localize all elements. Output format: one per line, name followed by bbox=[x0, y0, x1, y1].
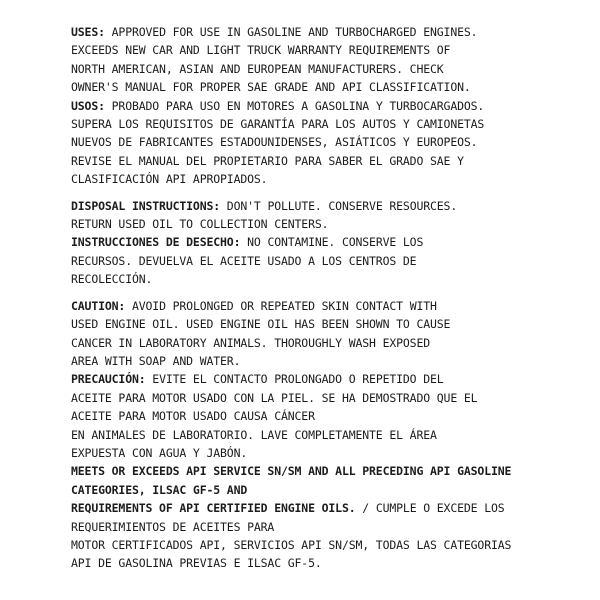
disposal-section-es bbox=[71, 233, 541, 288]
disposal-es-line-2: RECURSOS. DEVUELVA EL ACEITE USADO A LOS CENTROS DE bbox=[71, 253, 417, 268]
disposal-en-heading: DISPOSAL INSTRUCTIONS: bbox=[71, 198, 221, 213]
disposal-es-line-1 bbox=[71, 233, 541, 251]
disposal-en-line-2: RETURN USED OIL TO COLLECTION CENTERS. bbox=[71, 217, 329, 232]
standards-line-2: MOTOR CERTIFICADOS API, SERVICIOS API SN/SM, TODAS LAS CATEGORIAS bbox=[71, 537, 512, 552]
standards-line-3: API DE GASOLINA PREVIAS E ILSAC GF-5. bbox=[71, 556, 322, 571]
uses-es-text-1: PROBADO PARA USO EN MOTORES A GASOLINA Y TURBOCARGADOS. bbox=[104, 98, 485, 113]
standards-line-1: REQUERIMIENTOS DE ACEITES PARA bbox=[71, 519, 275, 534]
caution-section-en bbox=[71, 297, 541, 371]
uses-es-line-5: CLASIFICACIÓN API APROPIADOS. bbox=[71, 172, 268, 187]
uses-en-line-4: OWNER'S MANUAL FOR PROPER SAE GRADE AND API CLASSIFICATION. bbox=[71, 80, 471, 95]
disposal-es-heading: INSTRUCCIONES DE DESECHO: bbox=[71, 235, 241, 250]
uses-section-en bbox=[71, 23, 541, 97]
standards-mixed-line bbox=[71, 499, 541, 517]
uses-es-line-1 bbox=[71, 97, 541, 115]
disposal-es-line-3: RECOLECCIÓN. bbox=[71, 272, 153, 287]
disposal-es-text-1: NO CONTAMINE. CONSERVE LOS bbox=[240, 235, 424, 250]
caution-en-line-1 bbox=[71, 297, 541, 315]
uses-en-text-1: APPROVED FOR USE IN GASOLINE AND TURBOCHARGED ENGINES. bbox=[104, 25, 478, 39]
uses-es-line-4: REVISE EL MANUAL DEL PROPIETARIO PARA SABER EL GRADO SAE Y bbox=[71, 153, 464, 168]
disposal-section-en bbox=[71, 197, 541, 234]
standards-bold-line-1: MEETS OR EXCEEDS API SERVICE SN/SM AND ALL PRECEDING API GASOLINE bbox=[71, 464, 512, 479]
caution-en-text-1: AVOID PROLONGED OR REPEATED SKIN CONTACT WITH bbox=[125, 298, 437, 313]
caution-es-line-5: EXPUESTA CON AGUA Y JABÓN. bbox=[71, 445, 248, 460]
caution-es-line-1 bbox=[71, 370, 541, 388]
caution-es-text-1: EVITE EL CONTACTO PROLONGADO O REPETIDO DEL bbox=[145, 372, 444, 387]
caution-en-line-4: AREA WITH SOAP AND WATER. bbox=[71, 353, 241, 368]
uses-es-heading: USOS: bbox=[71, 98, 105, 113]
caution-es-line-2: ACEITE PARA MOTOR USADO CON LA PIEL. SE HA DEMOSTRADO QUE EL bbox=[71, 390, 478, 405]
caution-es-line-3: ACEITE PARA MOTOR USADO CAUSA CÁNCER bbox=[71, 409, 315, 424]
caution-section-es bbox=[71, 370, 541, 462]
disposal-en-line-1 bbox=[71, 197, 541, 215]
standards-section bbox=[71, 462, 541, 572]
uses-en-heading: USES: bbox=[71, 25, 105, 39]
uses-en-line-3: NORTH AMERICAN, ASIAN AND EUROPEAN MANUFACTURERS. CHECK bbox=[71, 61, 444, 76]
uses-es-line-2: SUPERA LOS REQUISITOS DE GARANTÍA PARA LOS AUTOS Y CAMIONETAS bbox=[71, 117, 485, 132]
caution-en-line-2: USED ENGINE OIL. USED ENGINE OIL HAS BEEN SHOWN TO CAUSE bbox=[71, 317, 451, 332]
standards-mixed-bold: REQUIREMENTS OF API CERTIFIED ENGINE OILS. bbox=[71, 501, 356, 516]
caution-en-line-3: CANCER IN LABORATORY ANIMALS. THOROUGHLY WASH EXPOSED bbox=[71, 335, 431, 350]
standards-mixed-rest: / CUMPLE O EXCEDE LOS bbox=[355, 501, 505, 516]
caution-es-heading: PRECAUCIÓN: bbox=[71, 372, 146, 387]
caution-es-line-4: EN ANIMALES DE LABORATORIO. LAVE COMPLETAMENTE EL ÁREA bbox=[71, 427, 437, 442]
product-label-text bbox=[71, 23, 541, 573]
uses-es-line-3: NUEVOS DE FABRICANTES ESTADOUNIDENSES, ASIÁTICOS Y EUROPEOS. bbox=[71, 135, 478, 150]
uses-en-line-1 bbox=[71, 23, 541, 41]
caution-en-heading: CAUTION: bbox=[71, 298, 126, 313]
disposal-en-text-1: DON'T POLLUTE. CONSERVE RESOURCES. bbox=[220, 198, 458, 213]
standards-bold-line-2: CATEGORIES, ILSAC GF-5 AND bbox=[71, 482, 248, 497]
uses-en-line-2: EXCEEDS NEW CAR AND LIGHT TRUCK WARRANTY REQUIREMENTS OF bbox=[71, 43, 451, 58]
uses-section-es bbox=[71, 97, 541, 189]
